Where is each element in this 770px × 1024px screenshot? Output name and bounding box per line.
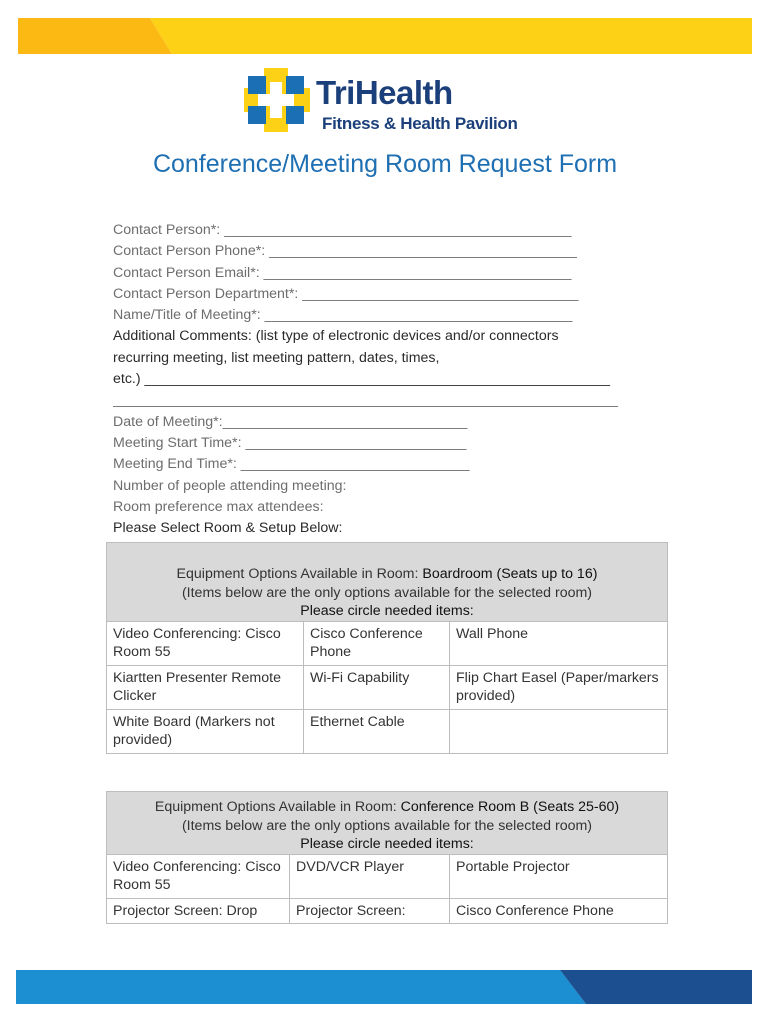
ethernet-option[interactable]: Ethernet Cable xyxy=(303,710,449,753)
room-note: (Items below are the only options available for the selected room) xyxy=(181,817,593,834)
meeting-date-field[interactable]: Date of Meeting*:_______________________________ xyxy=(113,413,468,430)
conference-room-b-equipment-table xyxy=(106,791,668,924)
contact-email-field[interactable]: Contact Person Email*: _______________________________________ xyxy=(113,264,572,281)
select-room-heading: Please Select Room & Setup Below: xyxy=(113,520,343,537)
room-note: (Items below are the only options available for the selected room) xyxy=(181,584,593,601)
meeting-end-field[interactable]: Meeting End Time*: _____________________________ xyxy=(113,456,470,473)
room-name: Boardroom (Seats up to 16) xyxy=(422,566,598,582)
table-row xyxy=(107,665,667,709)
contact-person-field[interactable]: Contact Person*: ____________________________________________ xyxy=(113,222,572,238)
room-preference-field[interactable]: Room preference max attendees: xyxy=(113,498,324,515)
attendee-count-field[interactable]: Number of people attending meeting: xyxy=(113,477,347,494)
table-row xyxy=(107,709,667,753)
additional-comments-line[interactable]: ________________________________________________________________ xyxy=(113,392,618,409)
boardroom-equipment-table xyxy=(106,542,668,754)
white-board-option[interactable]: White Board (Markers not provided) xyxy=(113,713,275,748)
additional-comments-label-cont: recurring meeting, list meeting pattern, dates, times, xyxy=(113,349,440,366)
circle-instruction: Please circle needed items: xyxy=(300,836,474,852)
table-row xyxy=(107,854,667,898)
conference-room-b-header xyxy=(107,792,667,854)
flip-chart-option[interactable]: Flip Chart Easel (Paper/markers provided) xyxy=(449,666,665,709)
meeting-title-field[interactable]: Name/Title of Meeting*: _______________________________________ xyxy=(113,307,573,324)
contact-department-field[interactable]: Contact Person Department*: ___________________________________ xyxy=(113,285,579,302)
bottom-blue-band xyxy=(0,964,770,1010)
projector-screen-option[interactable]: Projector Screen: xyxy=(289,899,449,923)
dvd-vcr-option[interactable]: DVD/VCR Player xyxy=(289,855,449,898)
video-conferencing-option[interactable]: Video Conferencing: Cisco Room 55 xyxy=(113,625,281,660)
logo-subtitle: Fitness & Health Pavilion xyxy=(322,114,518,133)
wifi-option[interactable]: Wi-Fi Capability xyxy=(303,666,449,709)
trihealth-logo xyxy=(242,66,552,136)
table-row xyxy=(107,621,667,665)
circle-instruction: Please circle needed items: xyxy=(300,603,474,619)
meeting-start-field[interactable]: Meeting Start Time*: ____________________________ xyxy=(113,434,467,451)
additional-comments-field[interactable]: etc.) ___________________________________________________________ xyxy=(113,371,611,388)
wall-phone-option[interactable]: Wall Phone xyxy=(449,622,665,665)
form-title: Conference/Meeting Room Request Form xyxy=(152,150,618,178)
drop-screen-option[interactable]: Projector Screen: Drop xyxy=(113,902,258,919)
cross-icon xyxy=(242,66,312,134)
top-yellow-band xyxy=(0,0,770,60)
additional-comments-label: Additional Comments: (list type of electronic devices and/or connectors xyxy=(113,328,559,345)
logo-wordmark: TriHealth xyxy=(316,74,453,111)
table-row xyxy=(107,898,667,923)
equipment-lead: Equipment Options Available in Room: xyxy=(176,566,419,582)
boardroom-header xyxy=(107,543,667,621)
video-conferencing-option[interactable]: Video Conferencing: Cisco Room 55 xyxy=(113,858,281,893)
empty-option xyxy=(449,710,665,753)
conference-phone-option[interactable]: Cisco Conference Phone xyxy=(303,622,449,665)
presenter-clicker-option[interactable]: Kiartten Presenter Remote Clicker xyxy=(113,669,281,704)
portable-projector-option[interactable]: Portable Projector xyxy=(449,855,665,898)
form-fields xyxy=(113,220,673,539)
equipment-lead: Equipment Options Available in Room: xyxy=(154,799,397,815)
conference-phone-option[interactable]: Cisco Conference Phone xyxy=(449,899,665,923)
room-name: Conference Room B (Seats 25-60) xyxy=(400,799,620,815)
contact-phone-field[interactable]: Contact Person Phone*: _______________________________________ xyxy=(113,243,577,260)
